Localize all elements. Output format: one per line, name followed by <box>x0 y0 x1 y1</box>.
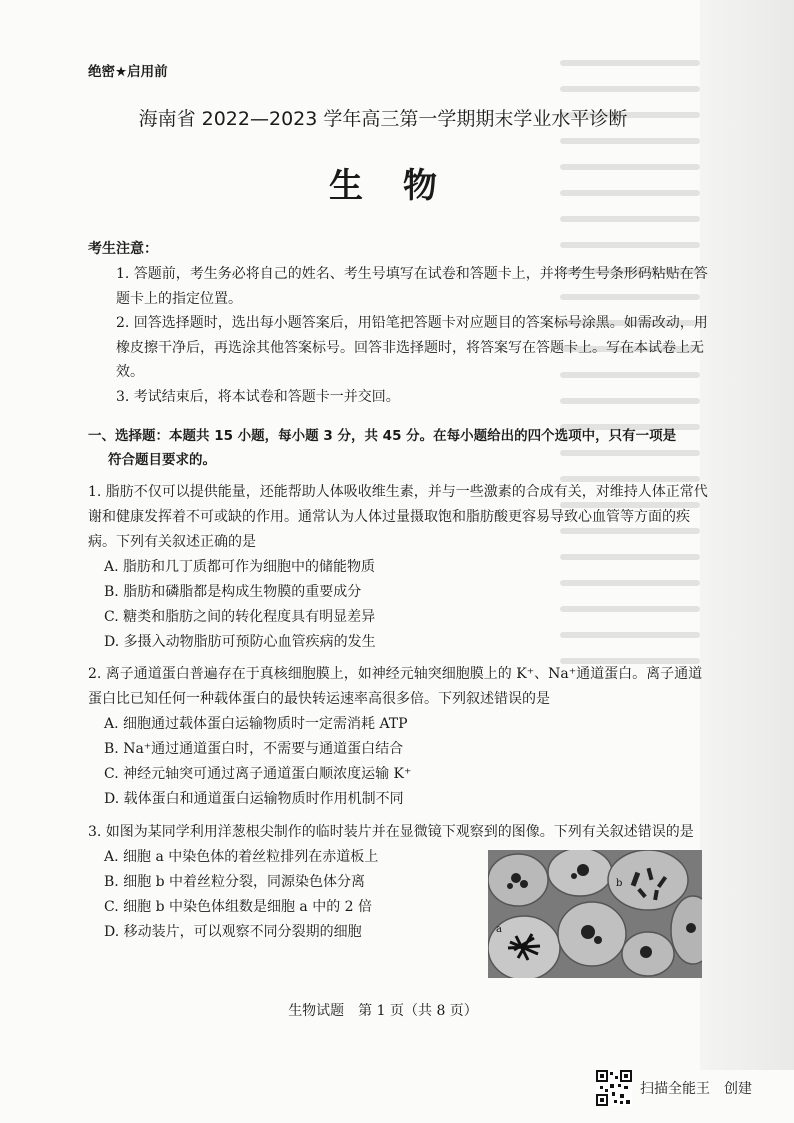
option-d: D. 载体蛋白和通道蛋白运输物质时作用机制不同 <box>104 791 404 807</box>
option-c: C. 神经元轴突可通过离子通道蛋白顺浓度运输 K⁺ <box>104 766 412 782</box>
notice-item: 3. 考试结束后，将本试卷和答题卡一并交回。 <box>116 388 400 405</box>
micrograph-image <box>488 850 702 978</box>
option-b: B. Na⁺通过通道蛋白时，不需要与通道蛋白结合 <box>104 741 404 757</box>
option-a: A. 细胞 a 中染色体的着丝粒排列在赤道板上 <box>104 849 379 865</box>
scanner-label: 扫描全能王 创建 <box>640 1081 752 1097</box>
notice-heading: 考生注意： <box>88 241 158 257</box>
question-1 <box>88 480 708 655</box>
question-stem: 2. 离子通道蛋白普遍存在于真核细胞膜上，如神经元轴突细胞膜上的 K⁺、Na⁺通道蛋白。离子通道蛋白比已知任何一种载体蛋白的最快转运速率高很多倍。下列叙述错误的是 <box>88 666 703 707</box>
option-b: B. 脂肪和磷脂都是构成生物膜的重要成分 <box>104 584 362 600</box>
notice-list <box>116 262 708 409</box>
figure-label-a: a <box>496 924 502 935</box>
subject-title: 生物 <box>329 166 477 206</box>
micrograph-figure <box>488 850 702 978</box>
page-footer: 生物试题 第 1 页（共 8 页） <box>288 1003 478 1019</box>
section-title-line2: 符合题目要求的。 <box>108 452 216 468</box>
option-b: B. 细胞 b 中着丝粒分裂，同源染色体分离 <box>104 874 366 890</box>
exam-title: 海南省 2022—2023 学年高三第一学期期末学业水平诊断 <box>138 108 628 130</box>
option-c: C. 糖类和脂肪之间的转化程度具有明显差异 <box>104 609 376 625</box>
qr-code-icon <box>596 1070 632 1106</box>
option-d: D. 多摄入动物脂肪可预防心血管疾病的发生 <box>104 634 376 650</box>
option-d: D. 移动装片，可以观察不同分裂期的细胞 <box>104 924 362 940</box>
notice-item: 1. 答题前，考生务必将自己的姓名、考生号填写在试卷和答题卡上，并将考生号条形码粘贴在答题卡上的指定位置。 <box>116 266 708 307</box>
confidential-label: 绝密★启用前 <box>88 64 168 80</box>
option-a: A. 细胞通过载体蛋白运输物质时一定需消耗 ATP <box>104 716 408 732</box>
section-title-line1: 一、选择题：本题共 15 小题，每小题 3 分，共 45 分。在每小题给出的四个选项中，只有一项是 <box>88 428 677 444</box>
question-stem: 1. 脂肪不仅可以提供能量，还能帮助人体吸收维生素，并与一些激素的合成有关，对维持人体正常代谢和健康发挥着不可或缺的作用。通常认为人体过量摄取饱和脂肪酸更容易导致心血管等方面的疾病。下列有关叙述正确的是 <box>88 484 708 550</box>
notice-item: 2. 回答选择题时，选出每小题答案后，用铅笔把答题卡对应题目的答案标号涂黑。如需改动，用橡皮擦干净后，再选涂其他答案标号。回答非选择题时，将答案写在答题卡上。写在本试卷上无效。 <box>116 315 708 380</box>
figure-label-b: b <box>616 878 623 889</box>
option-a: A. 脂肪和几丁质都可作为细胞中的储能物质 <box>104 559 376 575</box>
question-2 <box>88 662 708 812</box>
question-stem: 3. 如图为某同学利用洋葱根尖制作的临时装片并在显微镜下观察到的图像。下列有关叙述错误的是 <box>88 824 694 840</box>
option-c: C. 细胞 b 中染色体组数是细胞 a 中的 2 倍 <box>104 899 373 915</box>
page-edge-shadow <box>700 0 794 1070</box>
section-heading <box>88 424 708 472</box>
scanner-watermark <box>596 1068 752 1108</box>
